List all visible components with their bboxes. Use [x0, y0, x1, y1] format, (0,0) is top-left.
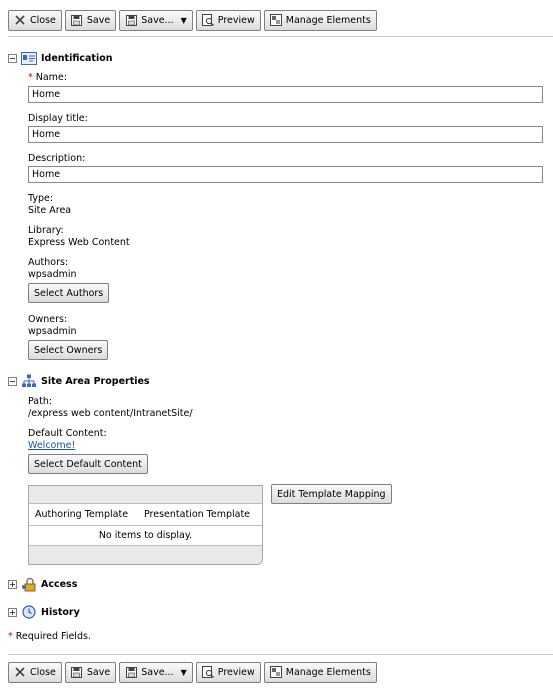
close-icon: [14, 14, 26, 26]
select-owners-button[interactable]: Select Owners: [28, 340, 108, 360]
required-fields-note: [8, 631, 91, 642]
save-label: Save: [86, 666, 111, 678]
close-button[interactable]: [8, 662, 62, 683]
preview-icon: [202, 14, 214, 26]
template-mapping-table: [28, 485, 263, 565]
access-section-header[interactable]: [8, 577, 77, 591]
edit-template-mapping-button[interactable]: Edit Template Mapping: [271, 484, 392, 504]
manage-elements-button[interactable]: [264, 662, 377, 683]
save-icon: [71, 666, 83, 678]
save-button[interactable]: [65, 10, 116, 31]
table-header-row: [29, 504, 262, 526]
save-icon: [125, 666, 137, 678]
library-label: Library:: [28, 225, 64, 236]
top-toolbar: [8, 9, 377, 31]
close-label: Close: [30, 666, 56, 678]
manage-elements-label: Manage Elements: [285, 666, 371, 678]
description-label: Description:: [28, 153, 86, 164]
history-section-header[interactable]: [8, 605, 80, 619]
save-button[interactable]: [65, 662, 116, 683]
required-fields-text: Required Fields.: [15, 631, 91, 642]
close-icon: [14, 666, 26, 678]
save-icon: [71, 14, 83, 26]
save-as-label: Save...: [141, 666, 174, 678]
authors-label: Authors:: [28, 257, 69, 268]
name-input[interactable]: [28, 86, 543, 103]
save-as-label: Save...: [141, 14, 174, 26]
authors-value: wpsadmin: [28, 269, 77, 280]
preview-button[interactable]: [196, 662, 261, 683]
type-value: Site Area: [28, 205, 72, 216]
table-empty-message: No items to display.: [29, 526, 262, 546]
path-value: /express web content/IntranetSite/: [28, 408, 193, 419]
close-label: Close: [30, 14, 56, 26]
collapse-icon[interactable]: −: [9, 376, 16, 386]
expand-icon[interactable]: +: [9, 579, 16, 589]
display-title-input[interactable]: [28, 126, 543, 143]
description-input[interactable]: [28, 166, 543, 183]
clock-icon: [21, 605, 37, 619]
preview-label: Preview: [217, 14, 255, 26]
table-top-bar: [29, 486, 262, 504]
table-footer-bar: [29, 546, 262, 564]
chevron-down-icon: ▼: [180, 15, 187, 25]
owners-label: Owners:: [28, 314, 68, 325]
identification-section-header[interactable]: [8, 51, 113, 65]
required-marker: *: [28, 72, 33, 83]
save-as-dropdown-button[interactable]: [119, 662, 193, 683]
site-area-heading: Site Area Properties: [41, 375, 150, 387]
chevron-down-icon: ▼: [180, 667, 187, 677]
lock-icon: [21, 577, 37, 591]
history-heading: History: [41, 606, 80, 618]
preview-icon: [202, 666, 214, 678]
display-title-label: Display title:: [28, 113, 88, 124]
site-area-section-header[interactable]: [8, 374, 150, 388]
site-tree-icon: [21, 374, 37, 388]
access-heading: Access: [41, 578, 78, 590]
owners-value: wpsadmin: [28, 326, 77, 337]
name-label: [28, 72, 67, 83]
preview-button[interactable]: [196, 10, 261, 31]
column-header-authoring-template[interactable]: Authoring Template: [35, 509, 129, 520]
library-value: Express Web Content: [28, 237, 130, 248]
bottom-toolbar-divider: [8, 654, 553, 655]
collapse-icon[interactable]: −: [9, 53, 16, 63]
close-button[interactable]: [8, 10, 62, 31]
select-default-content-button[interactable]: Select Default Content: [28, 454, 148, 474]
save-icon: [125, 14, 137, 26]
manage-elements-icon: [270, 666, 282, 678]
select-authors-button[interactable]: Select Authors: [28, 283, 109, 303]
manage-elements-label: Manage Elements: [285, 14, 371, 26]
required-marker: *: [8, 631, 13, 642]
id-card-icon: [21, 51, 37, 65]
default-content-label: Default Content:: [28, 428, 107, 439]
manage-elements-button[interactable]: [264, 10, 377, 31]
path-label: Path:: [28, 396, 53, 407]
toolbar-divider: [8, 36, 553, 37]
save-as-dropdown-button[interactable]: [119, 10, 193, 31]
manage-elements-icon: [270, 14, 282, 26]
bottom-toolbar: [8, 661, 377, 683]
default-content-link[interactable]: Welcome!: [28, 440, 76, 451]
identification-heading: Identification: [41, 52, 113, 64]
type-label: Type:: [28, 193, 54, 204]
save-label: Save: [86, 14, 111, 26]
column-header-presentation-template[interactable]: Presentation Template: [144, 509, 251, 520]
name-label-text: Name:: [35, 72, 67, 83]
preview-label: Preview: [217, 666, 255, 678]
expand-icon[interactable]: +: [9, 607, 16, 617]
